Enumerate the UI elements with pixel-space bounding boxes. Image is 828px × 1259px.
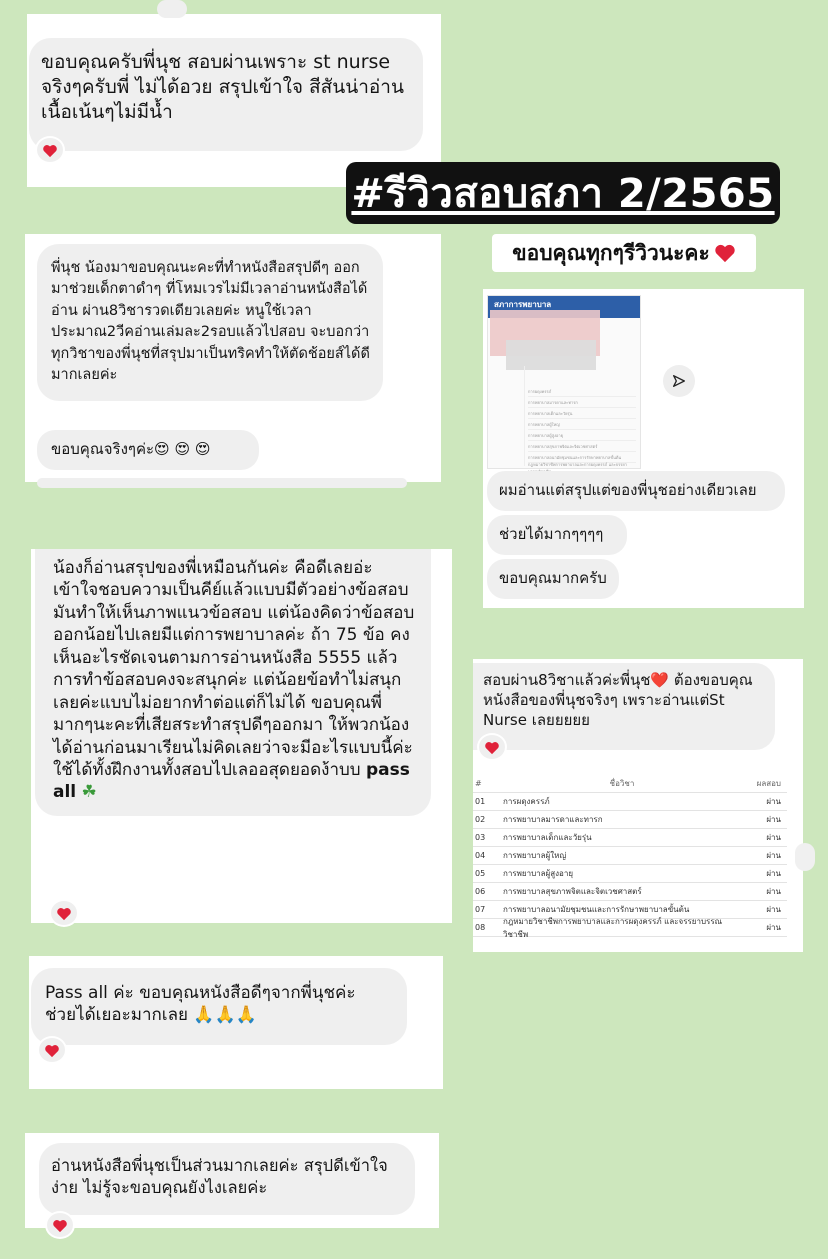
message-text: Pass all ค่ะ ขอบคุณหนังสือดีๆจากพี่นุชค่ะ ช่วยได้เยอะมากเลย 🙏🙏🙏	[45, 983, 356, 1026]
message-text: น้องก็อ่านสรุปของพี่เหมือนกันค่ะ คือดีเลยอ่ะ เข้าใจชอบความเป็นคีย์แล้วแบบมีตัวอย่างข้อสอบมันทำให้เห็นภาพแนวข้อสอบ แต่น้องคิดว่าข้อสอบออกน้อยไปเลยมีแต่การพยาบาลค่ะ ถ้า 75 ข้อ คงเห็นอะไรชัดเจนตามการอ่านหนังสือ 5555 แล้วการทำข้อสอบคงจะสนุกค่ะ แต่น้อยข้อทำไม่สนุกเลยค่ะแบบไม่อยากทำต่อแต่ก็ไม่ได้ ขอบคุณพี่มากๆนะคะที่เสียสระทำสรุปดีๆออกมา ให้พวกน้องได้อ่านก่อนมาเรียนไม่คิดเลยว่าจะมีอะไรแบบนี้ค่ะ ใช้ได้ทั้งฝึกงานทั้งสอบไปเลออสุดยอดง้าบบ	[53, 558, 415, 780]
exam-result: ผ่าน	[766, 869, 781, 878]
heart-icon	[52, 1218, 68, 1233]
screenshot-subject: การพยาบาลมารดาและทารก	[528, 399, 578, 405]
column-header: ชื่อวิชา	[609, 779, 635, 788]
heart-reaction	[47, 1213, 73, 1237]
column-header: ผลสอบ	[756, 779, 781, 788]
message-bubble	[487, 559, 619, 599]
screenshot-subject: กฎหมายวิชาชีพการพยาบาลและการผดุงครรภ์ และจรรยา	[528, 462, 627, 467]
table-row	[473, 883, 787, 901]
subject-name: การผดุงครรภ์	[503, 797, 550, 806]
exam-result: ผ่าน	[766, 905, 781, 914]
table-row	[473, 793, 787, 811]
screenshot-row	[528, 419, 636, 430]
send-icon	[671, 373, 687, 389]
review-card-7	[473, 659, 803, 952]
message-bubble	[487, 515, 627, 555]
message-text: ขอบคุณมากครับ	[499, 569, 607, 587]
subject-name: การพยาบาลผู้ใหญ่	[503, 851, 567, 860]
subject-name: การพยาบาลอนามัยชุมชนและการรักษาพยาบาลขั้นต้น	[503, 905, 690, 914]
heart-icon	[56, 906, 72, 921]
row-number: 03	[475, 833, 486, 842]
message-bubble	[473, 663, 775, 750]
row-number: 07	[475, 905, 486, 914]
exam-result: ผ่าน	[766, 887, 781, 896]
screenshot-row	[528, 397, 636, 408]
table-row	[473, 811, 787, 829]
message-bubble	[37, 430, 259, 470]
exam-result: ผ่าน	[766, 833, 781, 842]
message-text: ผมอ่านแต่สรุปแต่ของพี่นุชอย่างเดียวเลย	[499, 481, 757, 499]
screenshot-row	[528, 441, 636, 452]
page-title: #รีวิวสอบสภา 2/2565	[346, 162, 780, 224]
subject-name: การพยาบาลสุขภาพจิตและจิตเวชศาสตร์	[503, 887, 642, 896]
screenshot-subject: การพยาบาลผู้สูงอายุ	[528, 432, 564, 438]
subject-name: การพยาบาลมารดาและทารก	[503, 815, 603, 824]
message-bubble	[29, 38, 423, 151]
table-row	[473, 865, 787, 883]
row-number: 01	[475, 797, 486, 806]
screenshot-subject: การพยาบาลเด็กและวัยรุ่น	[528, 410, 573, 416]
exam-result: ผ่าน	[766, 923, 781, 932]
subject-name: การพยาบาลเด็กและวัยรุ่น	[503, 833, 592, 842]
screenshot-header: สภาการพยาบาล	[488, 296, 640, 318]
screenshot-table	[528, 386, 636, 474]
exam-result: ผ่าน	[766, 797, 781, 806]
message-text: ขอบคุณครับพี่นุช สอบผ่านเพราะ st nurse จริงๆครับพี่ ไม่ได้อวย สรุปเข้าใจ สีสันน่าอ่าน เนื้อเน้นๆไม่มีน้ำ	[41, 51, 404, 124]
heart-reaction	[51, 901, 77, 925]
row-number: 04	[475, 851, 486, 860]
row-number: 02	[475, 815, 486, 824]
screenshot-sidebar	[488, 366, 525, 466]
table-header	[473, 775, 787, 793]
review-card-6	[483, 289, 804, 608]
screenshot-subject: การพยาบาลผู้ใหญ่	[528, 421, 560, 427]
heart-icon	[484, 740, 500, 755]
send-button[interactable]	[663, 365, 695, 397]
review-card-4	[29, 956, 443, 1089]
message-bubble	[35, 549, 431, 816]
message-bubble	[487, 471, 785, 511]
message-bubble-partial	[37, 478, 407, 488]
message-text: ช่วยได้มากๆๆๆๆ	[499, 525, 604, 543]
screenshot-subject: การผดุงครรภ์	[528, 388, 552, 394]
exam-screenshot	[487, 295, 641, 469]
message-bubble	[31, 968, 407, 1045]
table-row	[473, 916, 787, 939]
message-bubble	[37, 244, 383, 401]
heart-icon	[42, 143, 58, 158]
review-card-2	[25, 234, 441, 482]
column-header: #	[475, 779, 482, 788]
exam-result-table	[473, 775, 787, 937]
message-text: อ่านหนังสือพี่นุชเป็นส่วนมากเลยค่ะ สรุปดีเข้าใจง่าย ไม่รู้จะขอบคุณยังไงเลยค่ะ	[51, 1156, 388, 1197]
table-row	[473, 847, 787, 865]
subject-name: กฎหมายวิชาชีพการพยาบาลและการผดุงครรภ์ และจรรยาบรรณวิชาชีพ	[503, 916, 723, 939]
exam-result: ผ่าน	[766, 815, 781, 824]
screenshot-row	[528, 408, 636, 419]
heart-icon	[714, 243, 736, 263]
message-bubble	[39, 1143, 415, 1215]
review-card-5	[25, 1133, 439, 1228]
message-bold-text: pass all	[53, 759, 410, 803]
row-number: 08	[475, 923, 486, 932]
subject-name: การพยาบาลผู้สูงอายุ	[503, 869, 574, 878]
message-text: พี่นุช น้องมาขอบคุณนะคะที่ทำหนังสือสรุปดีๆ ออกมาช่วยเด็กตาดำๆ ที่โหมเวรไม่มีเวลาอ่านหนังสือได้อ่าน ผ่าน8วิชารวดเดียวเลยค่ะ หนูใช้เวลาประมาณ2วีคอ่านเล่มละ2รอบแล้วไปสอบ จะบอกว่าทุกวิชาของพี่นุชที่สรุปมาเป็นทริคทำให้ตัดช้อยส์ได้ดีมากเลยค่ะ	[51, 260, 370, 384]
heart-reaction	[37, 138, 63, 162]
screenshot-subject: การพยาบาลอนามัยชุมชนและการรักษาพยาบาลขั้นต้น	[528, 454, 622, 460]
message-text: ขอบคุณจริงๆค่ะ😍 😍 😍	[51, 440, 211, 458]
subtitle: ขอบคุณทุกๆรีวิวนะคะ	[492, 234, 756, 272]
screenshot-row	[528, 430, 636, 441]
screenshot-subject: การพยาบาลสุขภาพจิตและจิตเวชศาสตร์	[528, 443, 598, 449]
row-number: 05	[475, 869, 486, 878]
row-number: 06	[475, 887, 486, 896]
review-card-3	[31, 549, 452, 923]
message-text: สอบผ่าน8วิชาแล้วค่ะพี่นุช❤️ ต้องขอบคุณหนังสือของพี่นุชจริงๆ เพราะอ่านแต่St Nurse เลยยยยย	[483, 671, 753, 729]
clover-icon: ☘	[81, 782, 97, 803]
heart-reaction-partial	[157, 0, 187, 18]
heart-reaction	[479, 735, 505, 759]
table-row	[473, 829, 787, 847]
exam-result: ผ่าน	[766, 851, 781, 860]
screenshot-row	[528, 386, 636, 397]
heart-icon	[44, 1043, 60, 1058]
scroll-arrow[interactable]	[795, 843, 815, 871]
heart-reaction	[39, 1038, 65, 1062]
